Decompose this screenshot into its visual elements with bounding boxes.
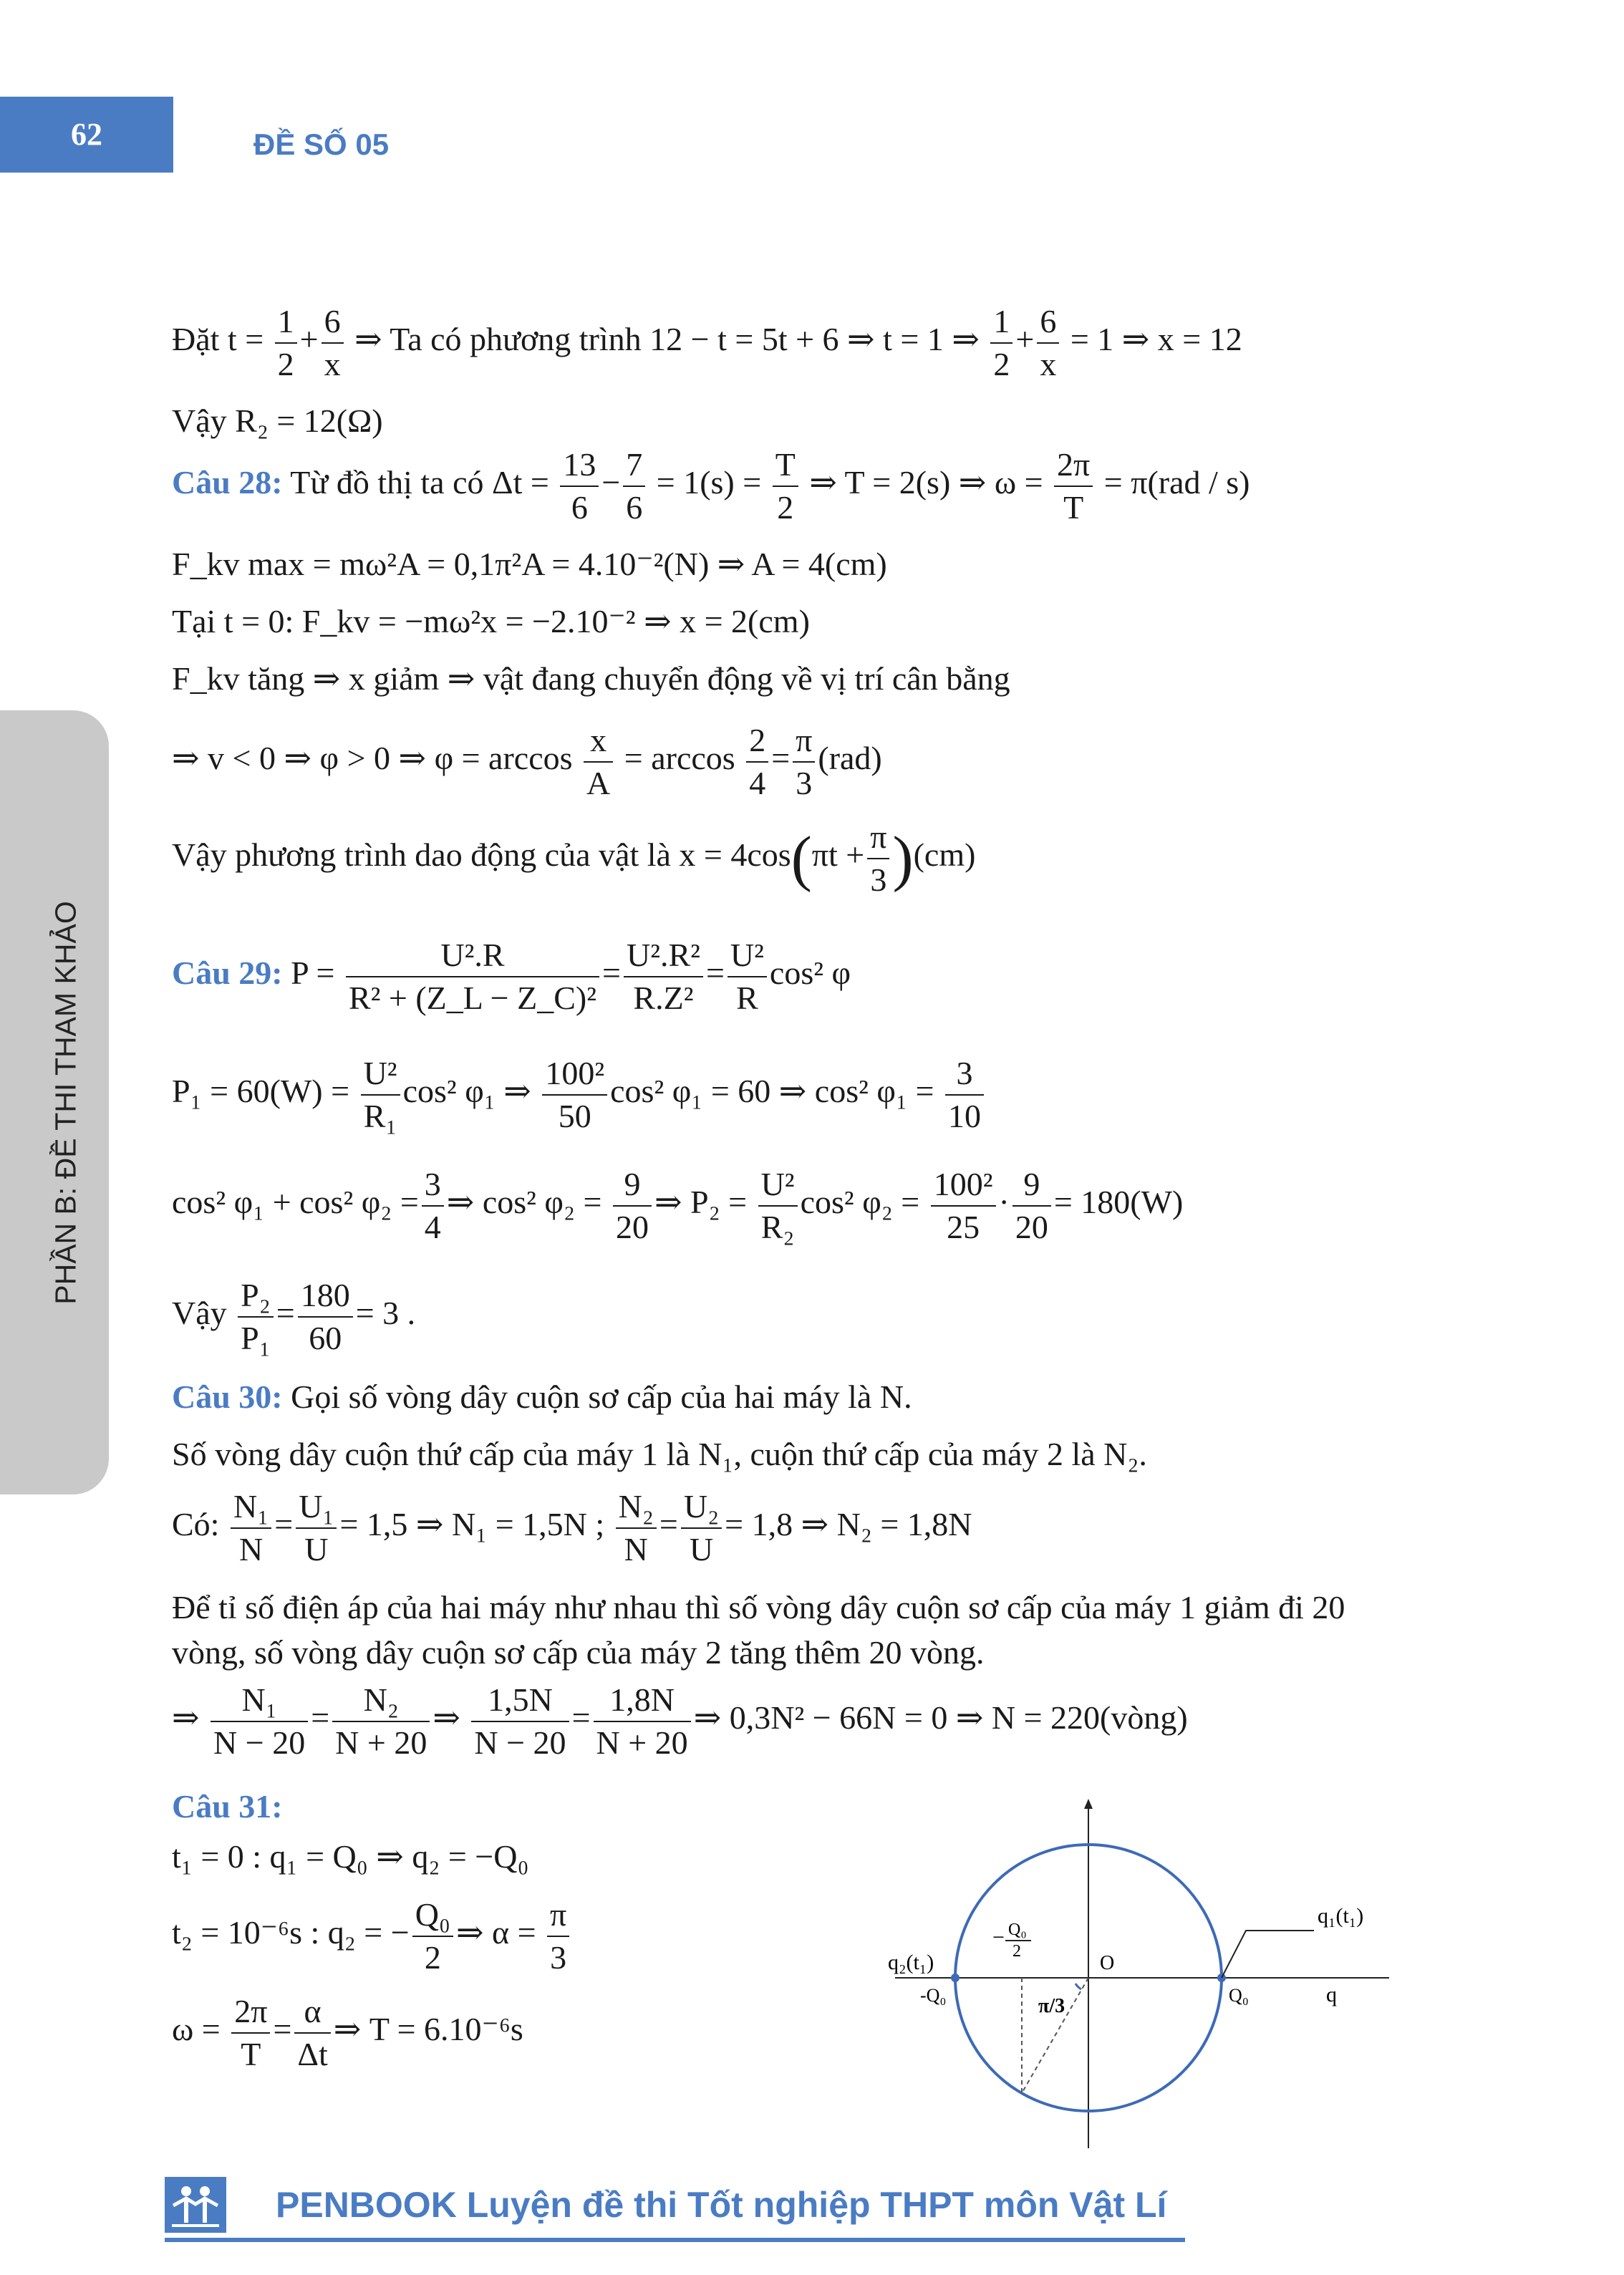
footer-title: PENBOOK Luyện đề thi Tốt nghiệp THPT môn Vật Lí (276, 2185, 1167, 2225)
q28-line-1: Câu 28: Từ đồ thị ta có Δt = $\frac{13}{6}$ − $\frac{7}{6}$ = 1(s) = $\frac{T}{2}$ ⇒ T = 2(s) ⇒ ω = $\frac{2\pi}{T}$ = π(rad / s) (172, 444, 1250, 528)
den: 2 (993, 345, 1010, 382)
den: R (736, 979, 758, 1016)
text: (cm) (913, 836, 976, 874)
num: 9 (613, 1164, 652, 1207)
plus: + (1015, 321, 1035, 358)
num: 2π (231, 1991, 270, 2034)
q28-line-6 (172, 816, 975, 900)
fraction (1012, 1164, 1051, 1247)
den: U (689, 1530, 714, 1568)
num: U₂ (681, 1486, 722, 1529)
paren-close: ) (892, 823, 914, 893)
den: 20 (1015, 1208, 1048, 1245)
label-q2t1: q₂(t₁) (888, 1951, 934, 1974)
paren-open: ( (791, 823, 812, 893)
fraction (332, 1679, 430, 1763)
num: 6 (1037, 301, 1059, 344)
den: N + 20 (596, 1724, 688, 1761)
q28-line-2: F_kv max = mω²A = 0,1π²A = 4.10⁻²(N) ⇒ A = 4(cm) (172, 546, 887, 582)
den: 2 (277, 345, 294, 382)
text: = 1(s) = (656, 464, 762, 501)
axis-arrow (1084, 1799, 1093, 1809)
fraction (728, 934, 767, 1018)
question-label: Câu 28: (172, 464, 283, 501)
text: P = (291, 955, 335, 992)
fraction (231, 1991, 270, 2074)
text: ⇒ α = (455, 1914, 536, 1951)
fraction (793, 720, 815, 803)
q30-line-1 (172, 1378, 912, 1415)
den: N − 20 (213, 1724, 306, 1761)
den: x (324, 345, 341, 382)
num: π (793, 720, 815, 763)
num: 100² (542, 1053, 607, 1096)
den: Δt (297, 2035, 328, 2072)
question-label: Câu 31: (172, 1788, 283, 1825)
q30-line-2: Số vòng dây cuộn thứ cấp của máy 1 là N₁, cuộn thứ cấp của máy 2 là N₂. (172, 1436, 1147, 1472)
text: ω = (172, 2011, 221, 2048)
phase-circle-diagram (888, 1797, 1403, 2155)
penbook-logo-icon (165, 2177, 226, 2233)
num: 7 (623, 444, 645, 487)
plus: + (299, 321, 319, 358)
den: 4 (424, 1208, 441, 1245)
fraction (560, 444, 599, 528)
num: π (547, 1894, 569, 1937)
q31-line-2 (172, 1894, 572, 1978)
q29-line-2 (172, 1053, 987, 1136)
logo-glyph (165, 2177, 226, 2233)
den: x (1040, 345, 1057, 382)
label-origin: O (1100, 1952, 1115, 1974)
den: T (1063, 488, 1084, 526)
fraction (294, 1991, 330, 2074)
den: R₁ (363, 1097, 397, 1134)
fraction (275, 301, 297, 385)
text: ⇒ T = 2(s) ⇒ ω = (809, 464, 1043, 501)
num: 1,8N (594, 1679, 691, 1722)
den: T (241, 2035, 261, 2072)
q30-line-6: ⇒ $\frac{\text{N₁}}{N - 20}$ = $\frac{\text{N₂}}{N + 20}$ ⇒ $\frac{1,5N}{N - 20}$ = $\frac{1,8N}{N + 20}$ ⇒ 0,3N² − 66N = 0 ⇒ N = 220(vòng) (172, 1679, 1188, 1763)
text: ⇒ (172, 1699, 200, 1737)
q29-line-4: Vậy $\frac{\text{P₂}}{\text{P₁}}$ = $\frac{180}{60}$ = 3 . (172, 1275, 415, 1358)
den: R.Z² (633, 979, 694, 1016)
den: U (304, 1530, 329, 1568)
num: 6 (322, 301, 344, 344)
q31-line-3: ω = $\frac{2\pi}{T}$ = $\frac{\alpha}{\Delta t}$ ⇒ T = 6.10⁻⁶s (172, 1991, 523, 2074)
text: t₂ = 10⁻⁶s : q₂ = − (172, 1914, 410, 1951)
fraction (867, 816, 889, 900)
section-title: ĐỀ SỐ 05 (253, 127, 390, 161)
text: = 1 ⇒ x = 12 (1070, 321, 1242, 358)
q28-line-4: F_kv tăng ⇒ x giảm ⇒ vật đang chuyển động về vị trí cân bằng (172, 660, 1010, 697)
den: R² + (Z_L − Z_C)² (348, 979, 597, 1016)
den: A (586, 764, 611, 801)
fraction (231, 1486, 271, 1570)
den: R₂ (760, 1208, 795, 1245)
fraction (990, 301, 1012, 385)
fraction (298, 1275, 353, 1358)
num: P₂ (238, 1275, 274, 1318)
text: ⇒ v < 0 ⇒ φ > 0 ⇒ φ = arccos (172, 740, 573, 777)
num: π (867, 816, 889, 859)
fraction (616, 1486, 657, 1570)
fraction (1037, 301, 1059, 385)
den: 4 (749, 764, 766, 801)
den: P₁ (241, 1319, 271, 1356)
text: ⇒ 0,3N² − 66N = 0 ⇒ N = 220(vòng) (693, 1699, 1188, 1737)
logo-head-2 (200, 2186, 210, 2196)
q30-line-4: Để tỉ số điện áp của hai máy như nhau thì số vòng dây cuộn sơ cấp của máy 1 giảm đi 20 (172, 1589, 1345, 1626)
fraction (584, 720, 613, 803)
text: ⇒ cos² φ₂ = (446, 1184, 602, 1221)
num: U² (728, 934, 767, 977)
text: (rad) (818, 740, 882, 777)
side-label: PHẦN B: ĐỀ THI THAM KHẢO (49, 901, 82, 1305)
num: 3 (945, 1053, 984, 1096)
text: cos² φ₁ = 60 ⇒ cos² φ₁ = (610, 1073, 934, 1110)
q27-line-1 (172, 301, 1242, 385)
page-number: 62 (71, 117, 102, 152)
fraction (594, 1679, 691, 1763)
q28-line-5: ⇒ v < 0 ⇒ φ > 0 ⇒ φ = arccos $\frac{x}{A}$ = arccos $\frac{2}{4}$ = $\frac{\pi}{3}$ (rad) (172, 720, 882, 803)
label-q-axis: q (1326, 1983, 1337, 2006)
q27-line-2: Vậy R₂ = 12(Ω) (172, 402, 383, 439)
logo-arms (173, 2198, 218, 2206)
text: ⇒ Ta có phương trình 12 − t = 5t + 6 ⇒ t = 1 ⇒ (354, 321, 980, 358)
text: = arccos (624, 740, 735, 777)
point-q2 (951, 1974, 960, 1982)
num: x (584, 720, 613, 763)
fraction (547, 1894, 569, 1978)
text: πt + (811, 836, 865, 874)
fraction (1054, 444, 1093, 528)
num: N₁ (211, 1679, 308, 1722)
text: ⇒ T = 6.10⁻⁶s (333, 2011, 523, 2048)
num: 13 (560, 444, 599, 487)
logo-head-1 (181, 2186, 191, 2196)
num: N₂ (616, 1486, 657, 1529)
num: U².R (346, 934, 599, 977)
text: ⇒ (432, 1699, 460, 1737)
label-half-num: Q₀ (1008, 1921, 1027, 1939)
fraction (238, 1275, 274, 1358)
num: 1,5N (471, 1679, 569, 1722)
fraction (931, 1164, 996, 1247)
den: 2 (777, 488, 794, 526)
num: 2 (746, 720, 768, 763)
text: P₁ = 60(W) = (172, 1073, 350, 1110)
fraction (773, 444, 798, 528)
fraction (422, 1164, 444, 1247)
den: N − 20 (474, 1724, 566, 1761)
num: 2π (1054, 444, 1093, 487)
num: 9 (1012, 1164, 1051, 1207)
den: 25 (947, 1208, 980, 1245)
label-minus-Q0: -Q₀ (920, 1985, 947, 2006)
text: = 3 . (355, 1295, 416, 1332)
den: 60 (309, 1319, 342, 1356)
den: N (624, 1530, 648, 1568)
text: ⇒ P₂ = (654, 1184, 748, 1221)
den: N (238, 1530, 264, 1568)
den: 6 (571, 488, 588, 526)
fraction (471, 1679, 569, 1763)
label-angle: π/3 (1038, 1995, 1065, 2017)
fraction (623, 444, 645, 528)
fraction (624, 934, 703, 1018)
num: 100² (931, 1164, 996, 1207)
fraction (322, 301, 344, 385)
text: Có: (172, 1506, 220, 1543)
den: 3 (870, 861, 887, 898)
leader-line (1222, 1931, 1314, 1978)
q29-line-1: Câu 29: P = $\frac{\text{U².R}}{\text{R² + (Z\_L − Z\_C)²}}$ = $\frac{\text{U².R²}}{\text{R.Z²}}$ = $\frac{\text{U²}}{R}$ cos² φ (172, 934, 851, 1018)
fraction (945, 1053, 984, 1136)
den: 50 (558, 1097, 591, 1134)
fraction (613, 1164, 652, 1247)
text: Đặt t = (172, 321, 264, 358)
num: U² (758, 1164, 798, 1207)
den: 2 (424, 1938, 441, 1976)
q29-line-3: cos² φ₁ + cos² φ₂ = $\frac{3}{4}$ ⇒ cos² φ₂ = $\frac{9}{20}$ ⇒ P₂ = $\frac{\text{U²}}{\text{R₂}}$ cos² φ₂ = $\frac{\text{100²}}{25}$ · $\frac{9}{20}$ = 180(W) (172, 1164, 1183, 1247)
label-Q0: Q₀ (1229, 1985, 1249, 2006)
text: cos² φ₁ + cos² φ₂ = (172, 1184, 419, 1221)
num: 1 (990, 301, 1012, 344)
num: 3 (422, 1164, 444, 1207)
text: Gọi số vòng dây cuộn sơ cấp của hai máy là N. (291, 1378, 912, 1415)
text: = π(rad / s) (1103, 464, 1250, 501)
num: 180 (298, 1275, 353, 1318)
num: T (773, 444, 798, 487)
fraction (681, 1486, 722, 1570)
text: Vậy (172, 1295, 227, 1332)
fraction (746, 720, 768, 803)
fraction (758, 1164, 798, 1247)
question-label: Câu 29: (172, 955, 283, 992)
q31-line-1: t₁ = 0 : q₁ = Q₀ ⇒ q₂ = −Q₀ (172, 1838, 529, 1875)
num: 1 (275, 301, 297, 344)
fraction (296, 1486, 337, 1570)
fraction (412, 1894, 453, 1978)
num: U².R² (624, 934, 703, 977)
text: Vậy phương trình dao động của vật là x = 4cos (172, 836, 791, 874)
den: 6 (626, 488, 643, 526)
fraction (542, 1053, 607, 1136)
den: N + 20 (335, 1724, 427, 1761)
text: cos² φ₁ ⇒ (402, 1073, 531, 1110)
text: = 1,5 ⇒ N₁ = 1,5N ; (339, 1506, 605, 1543)
num: Q₀ (412, 1894, 453, 1937)
num: U² (361, 1053, 400, 1096)
text: cos² φ (769, 955, 851, 992)
label-half-den: 2 (1012, 1942, 1021, 1961)
q28-line-3: Tại t = 0: F_kv = −mω²x = −2.10⁻² ⇒ x = 2(cm) (172, 603, 810, 639)
text: cos² φ₂ = (800, 1184, 920, 1221)
num: α (294, 1991, 330, 2034)
den: 3 (796, 764, 813, 801)
fraction (211, 1679, 308, 1763)
text: = 180(W) (1053, 1184, 1184, 1221)
num: N₂ (332, 1679, 430, 1722)
fraction (361, 1053, 400, 1136)
label-half-sign: − (992, 1926, 1005, 1949)
text: = 1,8 ⇒ N₂ = 1,8N (725, 1506, 972, 1543)
q30-line-5: vòng, số vòng dây cuộn sơ cấp của máy 2 tăng thêm 20 vòng. (172, 1634, 985, 1671)
footer-rule (165, 2238, 1185, 2242)
q30-line-3: Có: $\frac{\text{N₁}}{N}$ = $\frac{\text{U₁}}{U}$ = 1,5 ⇒ N₁ = 1,5N ; $\frac{\text{N₂}}{N}$ = $\frac{\text{U₂}}{U}$ = 1,8 ⇒ N₂ = 1,8N (172, 1486, 972, 1570)
text: Từ đồ thị ta có Δt = (290, 464, 549, 501)
fraction (346, 934, 599, 1018)
angle-arc (1076, 1984, 1081, 1989)
question-label: Câu 30: (172, 1378, 283, 1415)
q31-label-line (172, 1790, 283, 1823)
den: 3 (550, 1938, 567, 1976)
num: N₁ (231, 1486, 271, 1529)
den: 10 (947, 1097, 981, 1134)
num: U₁ (296, 1486, 337, 1529)
label-q1t1: q₁(t₁) (1318, 1904, 1364, 1928)
den: 20 (615, 1208, 649, 1245)
